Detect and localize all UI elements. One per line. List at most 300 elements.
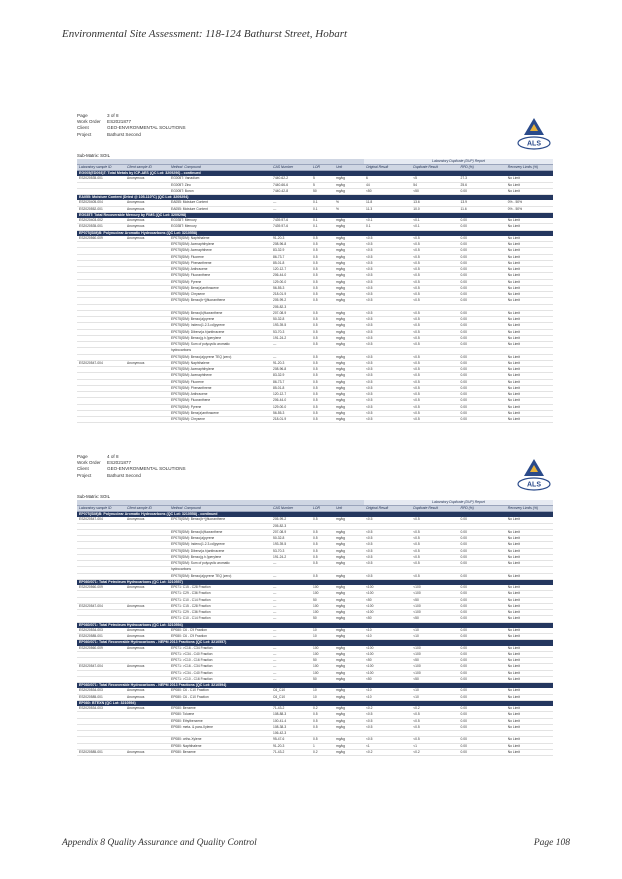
cell-unit: mg/kg <box>334 554 364 560</box>
cell-cas-number: --- <box>271 561 311 567</box>
cell-recovery-limits: No Limit <box>506 279 553 285</box>
cell-duplicate-result: <0.5 <box>411 248 458 254</box>
cell-method-compound: EA055: Moisture Content <box>169 206 271 212</box>
cell-rpd: 0.00 <box>459 323 506 329</box>
cell-unit: mg/kg <box>334 658 364 664</box>
als-logo-icon <box>515 456 553 494</box>
cell-recovery-limits: No Limit <box>506 385 553 391</box>
cell-original-result: <0.5 <box>364 310 411 316</box>
cell-method-compound: EP080: Ethylbenzene <box>169 718 271 724</box>
cell-recovery-limits: 0% - 50% <box>506 206 553 212</box>
cell-method-compound: EP080: Toluene <box>169 712 271 718</box>
cell-unit: mg/kg <box>334 224 364 230</box>
cell-rpd: 0.00 <box>459 597 506 603</box>
cell-original-result: <0.5 <box>364 517 411 523</box>
table-row <box>77 749 553 755</box>
cell-duplicate-result: 13.6 <box>411 200 458 206</box>
cell-cas-number: --- <box>271 651 311 657</box>
cell-lor: 0.5 <box>311 248 334 254</box>
cell-recovery-limits: No Limit <box>506 188 553 194</box>
cell-recovery-limits: No Limit <box>506 749 553 755</box>
cell-rpd: 0.00 <box>459 561 506 567</box>
cell-method-compound: EP075(SIM): Pyrene <box>169 404 271 410</box>
cell-client-sample-id: Anonymous <box>125 634 169 640</box>
cell-rpd: 0.00 <box>459 646 506 652</box>
cell-cas-number: 205-82-3 <box>271 304 311 310</box>
cell-rpd: 0.00 <box>459 743 506 749</box>
meta-row <box>77 132 553 138</box>
cell-lor: 0.1 <box>311 224 334 230</box>
cell-recovery-limits: No Limit <box>506 517 553 523</box>
cell-rpd: 0.00 <box>459 664 506 670</box>
cell-duplicate-result: <100 <box>411 670 458 676</box>
cell-recovery-limits: No Limit <box>506 248 553 254</box>
cell-lor: 0.5 <box>311 410 334 416</box>
cell-duplicate-result: <0.5 <box>411 385 458 391</box>
cell-cas-number: 205-82-3 <box>271 523 311 529</box>
cell-original-result: <100 <box>364 646 411 652</box>
cell-method-compound: EP071: C10 - C14 Fraction <box>169 616 271 622</box>
cell-unit: mg/kg <box>334 573 364 579</box>
cell-method-compound: EP071: C10 - C14 Fraction <box>169 597 271 603</box>
cell-client-sample-id: Anonymous <box>125 224 169 230</box>
cell-method-compound: EP071: >C34 - C40 Fraction <box>169 670 271 676</box>
cell-duplicate-result: <0.5 <box>411 712 458 718</box>
cell-method-compound: EP071: C29 - C36 Fraction <box>169 591 271 597</box>
cell-cas-number: 53-70-3 <box>271 548 311 554</box>
cell-rpd: 0.00 <box>459 254 506 260</box>
cell-duplicate-result: <0.5 <box>411 329 458 335</box>
cell-lab-sample-id: ES2020560-009 <box>77 585 125 591</box>
cell-unit: mg/kg <box>334 597 364 603</box>
cell-recovery-limits: No Limit <box>506 354 553 360</box>
cell-unit: mg/kg <box>334 706 364 712</box>
cell-unit: mg/kg <box>334 218 364 224</box>
cell-duplicate-result: <5 <box>411 176 458 182</box>
cell-recovery-limits: No Limit <box>506 573 553 579</box>
cell-client-sample-id: Anonymous <box>125 218 169 224</box>
cell-lor: 0.1 <box>311 218 334 224</box>
cell-lor: 0.5 <box>311 561 334 567</box>
cell-lor: 0.5 <box>311 342 334 348</box>
cell-lor: 0.5 <box>311 236 334 242</box>
cell-lor: 0.5 <box>311 279 334 285</box>
cell-method-compound: EP075(SIM): Benzo(a)pyrene <box>169 536 271 542</box>
cell-original-result: <0.5 <box>364 529 411 535</box>
cell-cas-number: C6_C10 <box>271 694 311 700</box>
cell-cas-number: --- <box>271 573 311 579</box>
cell-duplicate-result: <0.5 <box>411 260 458 266</box>
meta-value: 3 of 8 <box>107 113 119 118</box>
cell-duplicate-result: <0.5 <box>411 417 458 423</box>
cell-method-compound: EP075(SIM): Pyrene <box>169 279 271 285</box>
cell-duplicate-result: <50 <box>411 597 458 603</box>
cell-original-result: <100 <box>364 610 411 616</box>
cell-cas-number: --- <box>271 658 311 664</box>
cell-rpd: 0.00 <box>459 651 506 657</box>
cell-lor: 10 <box>311 634 334 640</box>
cell-cas-number: --- <box>271 664 311 670</box>
footer-appendix-title: Appendix 8 Quality Assurance and Quality Control <box>62 838 257 848</box>
cell-cas-number: 53-70-3 <box>271 329 311 335</box>
cell-unit: mg/kg <box>334 254 364 260</box>
cell-cas-number: --- <box>271 597 311 603</box>
cell-method-compound: EP075(SIM): Fluoranthene <box>169 273 271 279</box>
cell-unit: mg/kg <box>334 360 364 366</box>
cell-original-result: <0.5 <box>364 236 411 242</box>
cell-original-result: <1 <box>364 743 411 749</box>
cell-lor: 0.5 <box>311 536 334 542</box>
cell-lab-sample-id: ES2020547-004 <box>77 603 125 609</box>
cell-duplicate-result: <0.5 <box>411 737 458 743</box>
cell-lor: 0.5 <box>311 554 334 560</box>
column-header-unit: Unit <box>334 506 364 512</box>
cell-original-result: <10 <box>364 694 411 700</box>
cell-lor: 50 <box>311 616 334 622</box>
cell-cas-number: --- <box>271 616 311 622</box>
column-header-unit: Unit <box>334 165 364 171</box>
cell-method-compound: EP075(SIM): Benzo(g.h.i)perylene <box>169 335 271 341</box>
section-title: EP075(SIM)B: Polynuclear Aromatic Hydrocarbons (QC Lot: 3210558) <box>77 230 553 236</box>
cell-method-compound: EP075(SIM): Naphthalene <box>169 360 271 366</box>
lab-report-page-3 <box>77 113 553 423</box>
column-header-lor: LOR <box>311 165 334 171</box>
cell-duplicate-result: <100 <box>411 646 458 652</box>
cell-method-compound: EG005T: Zinc <box>169 182 271 188</box>
cell-recovery-limits: No Limit <box>506 554 553 560</box>
cell-rpd: 0.00 <box>459 298 506 304</box>
cell-cas-number: --- <box>271 603 311 609</box>
cell-rpd: 0.00 <box>459 404 506 410</box>
cell-cas-number: --- <box>271 342 311 348</box>
cell-recovery-limits: No Limit <box>506 676 553 682</box>
cell-lor: 0.5 <box>311 317 334 323</box>
cell-client-sample-id: Anonymous <box>125 236 169 242</box>
cell-unit: mg/kg <box>334 379 364 385</box>
cell-lor: 100 <box>311 591 334 597</box>
cell-unit: mg/kg <box>334 248 364 254</box>
cell-original-result: <0.5 <box>364 254 411 260</box>
cell-method-compound: EA055: Moisture Content <box>169 200 271 206</box>
cell-cas-number: 7439-97-6 <box>271 224 311 230</box>
cell-duplicate-result: <10 <box>411 628 458 634</box>
cell-recovery-limits: No Limit <box>506 260 553 266</box>
cell-recovery-limits: No Limit <box>506 603 553 609</box>
cell-unit: mg/kg <box>334 242 364 248</box>
cell-method-compound: EP071: C15 - C28 Fraction <box>169 603 271 609</box>
cell-cas-number: 85-01-8 <box>271 260 311 266</box>
cell-recovery-limits: No Limit <box>506 224 553 230</box>
cell-rpd: 0.00 <box>459 573 506 579</box>
table-head <box>77 159 553 171</box>
cell-method-compound: EP080: C6 - C10 Fraction <box>169 688 271 694</box>
cell-duplicate-result: <0.5 <box>411 342 458 348</box>
cell-recovery-limits: No Limit <box>506 688 553 694</box>
header-group-dup-report: Laboratory Duplicate (DUP) Report <box>364 159 553 165</box>
cell-lor: 0.5 <box>311 385 334 391</box>
cell-lor: 0.5 <box>311 323 334 329</box>
cell-original-result: <0.5 <box>364 398 411 404</box>
cell-recovery-limits: No Limit <box>506 737 553 743</box>
cell-recovery-limits: No Limit <box>506 317 553 323</box>
cell-recovery-limits: No Limit <box>506 634 553 640</box>
cell-lor: 100 <box>311 603 334 609</box>
cell-client-sample-id <box>125 417 169 423</box>
cell-duplicate-result: <0.5 <box>411 573 458 579</box>
cell-lab-sample-id: ES2020547-004 <box>77 664 125 670</box>
als-logo-icon <box>515 115 553 153</box>
cell-duplicate-result: <100 <box>411 591 458 597</box>
cell-unit: mg/kg <box>334 292 364 298</box>
cell-lor: 1 <box>311 743 334 749</box>
cell-cas-number: --- <box>271 670 311 676</box>
column-header-method-compound: Method: Compound <box>169 165 271 171</box>
cell-rpd: 0.00 <box>459 354 506 360</box>
cell-recovery-limits: No Limit <box>506 724 553 730</box>
cell-rpd: 0.00 <box>459 379 506 385</box>
cell-original-result: <0.5 <box>364 542 411 548</box>
cell-original-result: <0.5 <box>364 342 411 348</box>
cell-duplicate-result: <0.5 <box>411 367 458 373</box>
cell-rpd: 0.00 <box>459 603 506 609</box>
cell-method-compound: EP071: >C16 - C34 Fraction <box>169 646 271 652</box>
cell-unit: mg/kg <box>334 749 364 755</box>
cell-client-sample-id: Anonymous <box>125 706 169 712</box>
cell-unit: mg/kg <box>334 548 364 554</box>
qc-duplicate-table <box>77 159 553 423</box>
cell-lor: 100 <box>311 664 334 670</box>
cell-method-compound: EP075(SIM): Acenaphthylene <box>169 242 271 248</box>
cell-unit: mg/kg <box>334 236 364 242</box>
cell-unit: mg/kg <box>334 737 364 743</box>
cell-cas-number: --- <box>271 676 311 682</box>
cell-lor: 100 <box>311 651 334 657</box>
cell-method-compound: EP075(SIM): Fluoranthene <box>169 398 271 404</box>
cell-duplicate-result: <0.5 <box>411 360 458 366</box>
cell-original-result: <0.5 <box>364 410 411 416</box>
sub-matrix-label: Sub-Matrix: SOIL <box>77 494 110 499</box>
cell-lor: 0.5 <box>311 260 334 266</box>
cell-lor: 50 <box>311 597 334 603</box>
cell-lor: 0.1 <box>311 206 334 212</box>
cell-lor: 0.5 <box>311 718 334 724</box>
cell-lab-sample-id: ES2020534-003 <box>77 688 125 694</box>
cell-unit: mg/kg <box>334 298 364 304</box>
cell-method-compound: EP075(SIM): Phenanthrene <box>169 260 271 266</box>
cell-cas-number: 108-88-3 <box>271 712 311 718</box>
cell-original-result: <0.2 <box>364 706 411 712</box>
meta-label: Page <box>77 454 88 459</box>
cell-duplicate-result: <0.2 <box>411 749 458 755</box>
cell-rpd: 0.00 <box>459 236 506 242</box>
cell-lor: 0.5 <box>311 724 334 730</box>
cell-original-result: <0.5 <box>364 267 411 273</box>
meta-label: Project <box>77 472 92 478</box>
cell-method-compound: EP075(SIM): Benzo(k)fluoranthene <box>169 310 271 316</box>
cell-unit: mg/kg <box>334 335 364 341</box>
meta-label: Work Order <box>77 460 101 466</box>
cell-duplicate-result: <0.5 <box>411 279 458 285</box>
cell-cas-number: 129-00-0 <box>271 279 311 285</box>
cell-cas-number: 91-20-3 <box>271 743 311 749</box>
cell-rpd: 0.00 <box>459 317 506 323</box>
cell-client-sample-id: Anonymous <box>125 646 169 652</box>
column-header-lab-sample-id: Laboratory sample ID <box>77 165 125 171</box>
cell-cas-number: 208-96-8 <box>271 367 311 373</box>
cell-method-compound: EP075(SIM): Phenanthrene <box>169 385 271 391</box>
cell-cas-number: --- <box>271 354 311 360</box>
cell-cas-number: 83-32-9 <box>271 373 311 379</box>
cell-method-compound: EP080: Benzene <box>169 706 271 712</box>
column-header-client-sample-id: Client sample ID <box>125 165 169 171</box>
cell-lab-sample-id: ES2020560-009 <box>77 646 125 652</box>
cell-duplicate-result: <0.1 <box>411 218 458 224</box>
cell-client-sample-id: Anonymous <box>125 360 169 366</box>
cell-lab-sample-id: ES2020405-004 <box>77 200 125 206</box>
report-meta <box>77 113 553 153</box>
cell-original-result: <0.5 <box>364 548 411 554</box>
cell-original-result: <100 <box>364 591 411 597</box>
cell-lor: 100 <box>311 670 334 676</box>
cell-duplicate-result: <0.5 <box>411 273 458 279</box>
cell-method-compound: EP075(SIM): Acenaphthylene <box>169 367 271 373</box>
cell-recovery-limits: No Limit <box>506 176 553 182</box>
cell-duplicate-result: <0.5 <box>411 298 458 304</box>
cell-recovery-limits: No Limit <box>506 712 553 718</box>
cell-lor: 10 <box>311 694 334 700</box>
cell-method-compound: EP080: C6 - C9 Fraction <box>169 634 271 640</box>
cell-rpd: 0.00 <box>459 554 506 560</box>
cell-client-sample-id: Anonymous <box>125 517 169 523</box>
cell-unit: mg/kg <box>334 260 364 266</box>
cell-cas-number: 207-08-9 <box>271 529 311 535</box>
table-head <box>77 500 553 512</box>
cell-cas-number: 205-99-2 <box>271 298 311 304</box>
cell-unit: mg/kg <box>334 529 364 535</box>
cell-recovery-limits: No Limit <box>506 646 553 652</box>
cell-duplicate-result: <100 <box>411 651 458 657</box>
cell-original-result: <0.5 <box>364 385 411 391</box>
cell-recovery-limits: No Limit <box>506 597 553 603</box>
cell-client-sample-id: Anonymous <box>125 694 169 700</box>
cell-rpd: 0.00 <box>459 536 506 542</box>
cell-method-compound: EG005T: Boron <box>169 188 271 194</box>
cell-recovery-limits: No Limit <box>506 585 553 591</box>
cell-original-result: <0.5 <box>364 273 411 279</box>
cell-rpd: 0.00 <box>459 658 506 664</box>
cell-method-compound: EP080: Benzene <box>169 749 271 755</box>
logo-text: ALS <box>527 140 541 148</box>
cell-original-result: <50 <box>364 188 411 194</box>
cell-original-result: <100 <box>364 603 411 609</box>
cell-cas-number: 7440-42-8 <box>271 188 311 194</box>
cell-lor: 0.2 <box>311 706 334 712</box>
cell-original-result: <0.5 <box>364 248 411 254</box>
cell-rpd: 0.00 <box>459 737 506 743</box>
cell-duplicate-result: <0.5 <box>411 392 458 398</box>
cell-duplicate-result: <0.5 <box>411 323 458 329</box>
cell-original-result: <0.5 <box>364 536 411 542</box>
cell-lor: 0.5 <box>311 335 334 341</box>
cell-method-compound: EP075(SIM): Benzo(g.h.i)perylene <box>169 554 271 560</box>
cell-duplicate-result: <100 <box>411 585 458 591</box>
cell-original-result: <100 <box>364 670 411 676</box>
cell-duplicate-result: <0.5 <box>411 410 458 416</box>
cell-lor: 0.5 <box>311 548 334 554</box>
cell-rpd: 0.00 <box>459 616 506 622</box>
cell-cas-number: --- <box>271 591 311 597</box>
cell-rpd: 0.00 <box>459 267 506 273</box>
cell-method-compound: EG005T: Vanadium <box>169 176 271 182</box>
section-title: EP080/071: Total Recoverable Hydrocarbons - NEPM 2013 Fractions (QC Lot: 3210557) <box>77 640 553 646</box>
cell-recovery-limits: No Limit <box>506 267 553 273</box>
column-header-duplicate-result: Duplicate Result <box>411 165 458 171</box>
cell-unit: mg/kg <box>334 392 364 398</box>
cell-client-sample-id: Anonymous <box>125 603 169 609</box>
cell-duplicate-result: <0.5 <box>411 529 458 535</box>
column-header-original-result: Original Result <box>364 165 411 171</box>
cell-original-result: <0.5 <box>364 561 411 567</box>
cell-cas-number: --- <box>271 646 311 652</box>
cell-original-result: 11.8 <box>364 200 411 206</box>
cell-recovery-limits: 0% - 50% <box>506 200 553 206</box>
cell-rpd: 0.00 <box>459 342 506 348</box>
table-body <box>77 171 553 423</box>
cell-unit: mg/kg <box>334 712 364 718</box>
cell-unit: mg/kg <box>334 610 364 616</box>
cell-recovery-limits: No Limit <box>506 542 553 548</box>
cell-duplicate-result: <0.5 <box>411 718 458 724</box>
qc-duplicate-table <box>77 500 553 756</box>
cell-duplicate-result: <0.1 <box>411 224 458 230</box>
cell-rpd: 0.00 <box>459 373 506 379</box>
cell-original-result: <50 <box>364 676 411 682</box>
cell-cas-number: 218-01-9 <box>271 292 311 298</box>
cell-method-compound: EP075(SIM): Chrysene <box>169 292 271 298</box>
cell-lor: 0.5 <box>311 267 334 273</box>
cell-lab-sample-id: ES2020535-001 <box>77 176 125 182</box>
cell-method-compound: EP071: >C34 - C40 Fraction <box>169 651 271 657</box>
cell-recovery-limits: No Limit <box>506 616 553 622</box>
cell-original-result: <0.5 <box>364 329 411 335</box>
cell-unit: mg/kg <box>334 591 364 597</box>
cell-duplicate-result: <50 <box>411 676 458 682</box>
cell-lor: 0.5 <box>311 298 334 304</box>
section-title: EP080/071: Total Petroleum Hydrocarbons (QC Lot: 3210557) <box>77 579 553 585</box>
cell-rpd: 0.00 <box>459 724 506 730</box>
cell-rpd: 0.00 <box>459 749 506 755</box>
cell-original-result: <0.5 <box>364 573 411 579</box>
cell-lor: 0.5 <box>311 354 334 360</box>
cell-recovery-limits: No Limit <box>506 285 553 291</box>
sub-matrix-label: Sub-Matrix: SOIL <box>77 153 110 158</box>
cell-duplicate-result: <100 <box>411 610 458 616</box>
cell-lor: 0.5 <box>311 360 334 366</box>
cell-cas-number: 95-47-6 <box>271 737 311 743</box>
cell-lab-sample-id: ES2020585-001 <box>77 749 125 755</box>
cell-rpd: 0.00 <box>459 529 506 535</box>
cell-rpd: 0.00 <box>459 188 506 194</box>
cell-lor: 0.5 <box>311 573 334 579</box>
cell-recovery-limits: No Limit <box>506 610 553 616</box>
cell-lor: 50 <box>311 188 334 194</box>
cell-cas-number: 86-73-7 <box>271 254 311 260</box>
cell-unit: mg/kg <box>334 317 364 323</box>
meta-label: Client <box>77 466 89 472</box>
cell-duplicate-result: <0.5 <box>411 236 458 242</box>
cell-duplicate-result: <1 <box>411 743 458 749</box>
cell-rpd: 0.00 <box>459 385 506 391</box>
